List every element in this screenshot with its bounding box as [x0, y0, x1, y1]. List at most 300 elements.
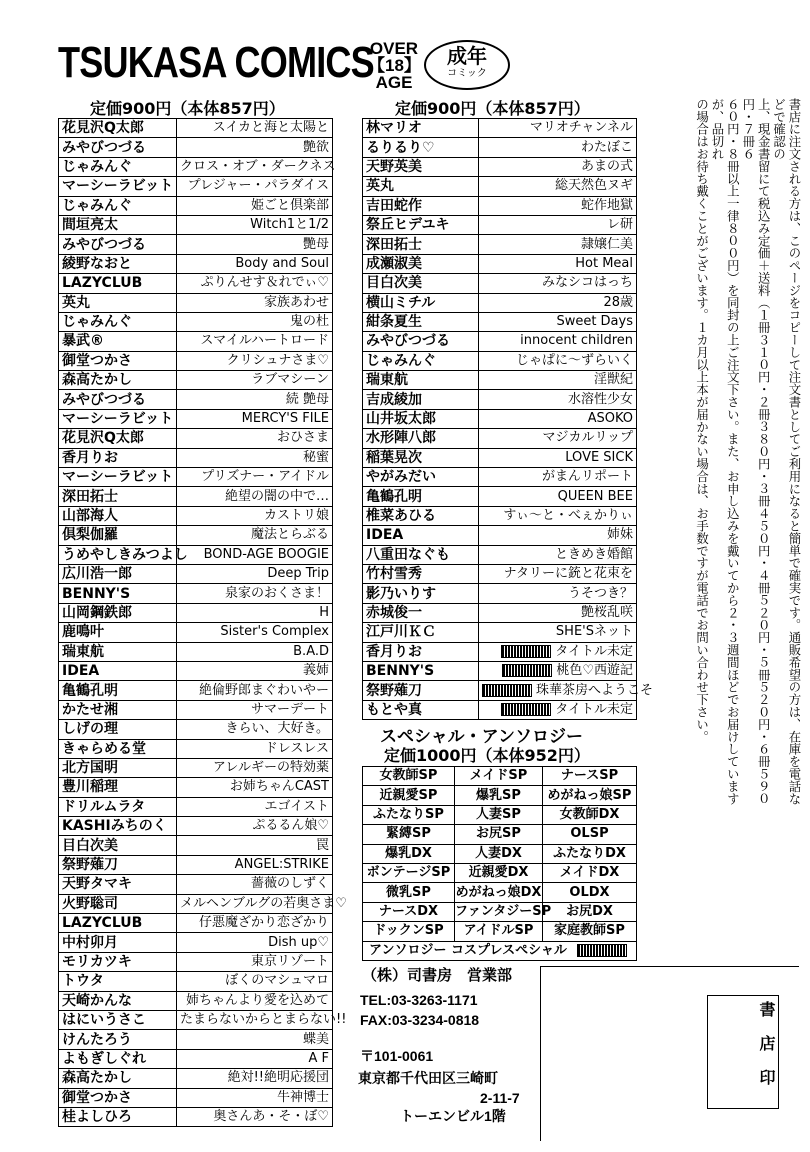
book-title: Sister's Complex [220, 624, 329, 640]
left-row [59, 875, 333, 894]
publisher-tel: TEL:03-3263-1171 [360, 992, 478, 1008]
left-row [59, 526, 333, 545]
left-row [59, 894, 333, 913]
over-label: OVER [369, 39, 419, 58]
author-name: 瑞東航 [59, 642, 177, 661]
author-name: 目白次美 [363, 274, 479, 293]
book-title-cell [177, 409, 333, 428]
book-title: 絶倫野郎まぐわいやー [198, 682, 329, 698]
anthology-title: ふたなりDX [543, 844, 637, 863]
anthology-title: 家庭教師SP [543, 922, 637, 941]
anthology-title: 微乳SP [363, 883, 455, 902]
mid-row [363, 623, 637, 642]
book-title-cell [177, 293, 333, 312]
book-title: QUEEN BEE [557, 488, 633, 504]
mid-row [363, 177, 637, 196]
book-title-cell [479, 642, 637, 661]
mid-row [363, 681, 637, 700]
mid-row [363, 409, 637, 428]
book-title: エゴイスト [264, 798, 329, 814]
book-title-cell [479, 468, 637, 487]
book-title-cell [479, 564, 637, 583]
book-title-cell [177, 1049, 333, 1068]
book-title-cell [177, 603, 333, 622]
book-title-cell [177, 681, 333, 700]
book-title-cell [177, 894, 347, 913]
left-row [59, 468, 333, 487]
anthology-title: 女教師SP [363, 767, 455, 786]
mid-row [363, 700, 637, 719]
left-row [59, 448, 333, 467]
upcoming-label-mark [501, 703, 551, 716]
book-title-cell [177, 351, 333, 370]
mid-row [363, 351, 637, 370]
book-title: 桃色♡西遊記 [556, 663, 633, 679]
mid-book-list [362, 118, 654, 720]
book-title-cell [177, 448, 333, 467]
book-title: 蛇作地獄 [580, 197, 633, 213]
book-title: サマーデート [250, 701, 329, 717]
anthology-cosplay-cell [363, 941, 637, 960]
book-title: マリオチャンネル [529, 120, 633, 136]
book-title-cell [479, 312, 637, 331]
book-title-cell [479, 409, 637, 428]
book-title: スイカと海と太陽と [212, 120, 329, 136]
book-title: B.A.D [293, 643, 329, 659]
book-title-cell [479, 487, 637, 506]
anthology-row [363, 941, 637, 960]
book-title-cell [177, 623, 333, 642]
author-name: 影乃いりす [363, 584, 479, 603]
mid-row [363, 254, 637, 273]
mid-row [363, 564, 637, 583]
author-name: 英丸 [59, 293, 177, 312]
author-name: うめやしきみつよし [59, 545, 177, 564]
book-title: ぼくのマシュマロ [225, 973, 329, 989]
left-row [59, 1107, 333, 1126]
book-title: ドレスレス [264, 740, 329, 756]
left-row [59, 817, 333, 836]
anthology-title: OLSP [543, 825, 637, 844]
book-title-cell [479, 332, 637, 351]
book-title-cell [479, 429, 637, 448]
book-title: タイトル未定 [555, 643, 633, 659]
book-title: がまんリポート [541, 469, 633, 485]
left-row [59, 487, 333, 506]
anthology-title: お尻DX [543, 902, 637, 921]
anthology-title: めがねっ娘DX [455, 883, 543, 902]
mid-row [363, 332, 637, 351]
left-row [59, 293, 333, 312]
special-anthology-grid [362, 766, 637, 961]
author-name: かたせ湘 [59, 700, 177, 719]
author-name: 深田拓士 [363, 235, 479, 254]
anthology-title: ふたなりSP [363, 805, 455, 824]
book-title: プレジャー・パラダイス [187, 178, 329, 194]
book-title-cell [177, 157, 336, 176]
book-title-cell [479, 390, 637, 409]
book-title-cell [177, 312, 333, 331]
book-title: すぃ〜と・べぇかりぃ [503, 508, 633, 523]
book-title-cell [177, 720, 333, 739]
author-name: 天野タマキ [59, 875, 177, 894]
book-title-cell [177, 468, 333, 487]
author-name: 御堂つかさ [59, 351, 177, 370]
mid-row [363, 506, 637, 525]
anthology-title: 爆乳SP [455, 786, 543, 805]
anthology-title: 人妻DX [455, 844, 543, 863]
book-title-cell [177, 972, 333, 991]
book-title: タイトル未定 [555, 701, 633, 717]
book-title: 28歳 [603, 294, 633, 310]
stamp-label: 書店印 [757, 1001, 776, 1103]
anthology-row [363, 825, 637, 844]
author-name: 英丸 [363, 177, 479, 196]
anthology-title: OLDX [543, 883, 637, 902]
mid-row [363, 545, 637, 564]
anthology-row [363, 767, 637, 786]
address-line-2: 2-11-7 [480, 1090, 520, 1106]
age-number: 【18】 [368, 56, 421, 75]
book-title-cell [479, 681, 654, 700]
book-title-cell [177, 390, 333, 409]
book-title-cell [479, 196, 637, 215]
book-title-cell [479, 526, 637, 545]
book-title: 秘蜜 [302, 449, 329, 465]
book-title-cell [177, 506, 333, 525]
author-name: きゃらめる堂 [59, 739, 177, 758]
author-name: みやびつづる [59, 390, 177, 409]
series-title: TSUKASA COMICS [58, 38, 374, 87]
book-title-cell [479, 215, 637, 234]
left-row [59, 603, 333, 622]
badge-main: 成年 [447, 44, 487, 68]
author-name: 深田拓士 [59, 487, 177, 506]
book-title: 絶望の闇の中で… [224, 488, 329, 504]
book-title: ナタリーに銃と花束を [503, 566, 633, 582]
anthology-title: お尻SP [455, 825, 543, 844]
author-name: 香月りお [59, 448, 177, 467]
book-title-cell [177, 933, 333, 952]
left-row [59, 235, 333, 254]
book-title: 姉妹 [606, 527, 633, 543]
author-name: じゃみんぐ [363, 351, 479, 370]
age-notice [368, 40, 420, 91]
anthology-row [363, 922, 637, 941]
mid-row [363, 371, 637, 390]
left-row [59, 1049, 333, 1068]
book-title-cell [177, 429, 333, 448]
author-name: 中村卯月 [59, 933, 177, 952]
badge-sub: コミック [447, 68, 487, 79]
author-name: ドリルムラタ [59, 797, 177, 816]
author-name: 竹村雪秀 [363, 564, 479, 583]
author-name: IDEA [363, 526, 479, 545]
anthology-row [363, 902, 637, 921]
book-title: ぷるるん娘♡ [252, 818, 329, 834]
book-title-cell [177, 177, 333, 196]
left-row [59, 700, 333, 719]
author-name: LAZYCLUB [59, 274, 177, 293]
book-title-cell [177, 778, 333, 797]
upcoming-label-mark [502, 664, 552, 677]
book-title: 水溶性少女 [567, 391, 633, 407]
book-title: H [319, 604, 329, 620]
left-row [59, 409, 333, 428]
anthology-title: ボンテージSP [363, 863, 455, 882]
mid-row [363, 526, 637, 545]
book-title: 艷母 [302, 236, 329, 252]
book-title-cell [479, 623, 637, 642]
author-name: るりるり♡ [363, 138, 479, 157]
left-row [59, 623, 333, 642]
author-name: 桂よしひろ [59, 1107, 177, 1126]
author-name: 豊川稲理 [59, 778, 177, 797]
mid-row [363, 429, 637, 448]
left-row [59, 196, 333, 215]
book-title-cell [177, 817, 333, 836]
book-title-cell [177, 952, 333, 971]
anthology-title: 緊縛SP [363, 825, 455, 844]
left-row [59, 177, 333, 196]
author-name: 倶梨伽羅 [59, 526, 177, 545]
book-title-cell [177, 332, 333, 351]
anthology-title: ナースSP [543, 767, 637, 786]
special-heading: スペシャル・アンソロジー [380, 727, 583, 747]
book-title: 総天然色ヌギ [554, 178, 633, 194]
publisher-name: （株）司書房 営業部 [362, 967, 513, 984]
notice-line: の場合はお待ち戴くことがございます。１カ月以上本が届かない場合は、お手数ですが電話でお問い合わせ下さい。 [694, 98, 710, 743]
author-name: 花見沢Q太郎 [59, 429, 177, 448]
author-name: けんたろう [59, 1030, 177, 1049]
anthology-title: アンソロジー コスプレスペシャル [369, 942, 567, 958]
book-title-cell [177, 991, 333, 1010]
author-name: BENNY'S [363, 661, 479, 680]
author-name: 香月りお [363, 642, 479, 661]
left-row [59, 1069, 333, 1088]
mid-row [363, 215, 637, 234]
book-title: おひさま [276, 430, 329, 446]
anthology-row [363, 786, 637, 805]
book-title-cell [177, 564, 333, 583]
left-row [59, 312, 333, 331]
book-title-cell [177, 254, 333, 273]
author-name: 八重田なぐも [363, 545, 479, 564]
book-title-cell [479, 274, 637, 293]
author-name: 水形陣八郎 [363, 429, 479, 448]
mid-row [363, 274, 637, 293]
book-title: 淫獣紀 [593, 372, 633, 388]
author-name: 赤城俊一 [363, 603, 479, 622]
left-row [59, 720, 333, 739]
book-title: Deep Trip [267, 566, 329, 582]
left-row [59, 952, 333, 971]
book-title-cell [177, 739, 333, 758]
book-title-cell [479, 506, 637, 525]
anthology-title: めがねっ娘SP [543, 786, 637, 805]
book-title: 艶桜乱咲 [580, 604, 633, 620]
adult-comic-badge [424, 40, 510, 90]
book-title-cell [177, 875, 333, 894]
book-title-cell [479, 254, 637, 273]
mid-row [363, 603, 637, 622]
book-title-cell [177, 758, 333, 777]
anthology-row [363, 863, 637, 882]
left-row [59, 739, 333, 758]
author-name: 暴武® [59, 332, 177, 351]
author-name: KASHIみちのく [59, 817, 177, 836]
book-title-cell [177, 1010, 347, 1029]
author-name: よもぎしぐれ [59, 1049, 177, 1068]
book-title: 家族あわせ [263, 294, 329, 310]
left-row [59, 1010, 333, 1029]
author-name: じゃみんぐ [59, 312, 177, 331]
left-row [59, 836, 333, 855]
author-name: やがみだい [363, 468, 479, 487]
bookstore-stamp-box [707, 995, 779, 1109]
left-row [59, 933, 333, 952]
book-title: マジカルリップ [542, 430, 633, 446]
book-title: 珠華茶房へようこそ [536, 682, 654, 698]
book-title-cell [177, 545, 333, 564]
author-name: 森高たかし [59, 1069, 177, 1088]
author-name: じゃみんぐ [59, 157, 177, 176]
author-name: 北方国明 [59, 758, 177, 777]
book-title-cell [479, 700, 637, 719]
author-name: 山岡鋼鉄郎 [59, 603, 177, 622]
book-title: Hot Meal [575, 255, 633, 271]
book-title: ASOKO [587, 411, 633, 427]
author-name: 吉田蛇作 [363, 196, 479, 215]
book-title-cell [479, 157, 637, 176]
book-title-cell [177, 700, 333, 719]
mid-row [363, 196, 637, 215]
book-title-cell [479, 661, 637, 680]
notice-line: 書店に注文される方は、このページをコピーして注文書としてご利用になると簡単で確実です。通販希望の方は、在庫を電話などで確認の [771, 98, 802, 805]
left-row [59, 138, 333, 157]
book-title-cell [177, 642, 333, 661]
left-price: 定価900円（本体857円） [90, 99, 285, 118]
left-row [59, 797, 333, 816]
book-title: A F [308, 1050, 329, 1066]
anthology-row [363, 805, 637, 824]
left-row [59, 157, 333, 176]
author-name: 椎菜あひる [363, 506, 479, 525]
left-row [59, 681, 333, 700]
author-name: 広川浩一郎 [59, 564, 177, 583]
author-name: 吉成綾加 [363, 390, 479, 409]
mid-row [363, 235, 637, 254]
book-title: メルヘンブルグの若奥さま♡ [180, 895, 347, 911]
author-name: 紺条夏生 [363, 312, 479, 331]
book-title-cell [177, 1030, 333, 1049]
author-name: 間垣亮太 [59, 215, 177, 234]
book-title-cell [177, 1107, 333, 1126]
book-title: 牛神博士 [276, 1089, 329, 1105]
author-name: もとや真 [363, 700, 479, 719]
left-row [59, 564, 333, 583]
left-row [59, 661, 333, 680]
author-name: じゃみんぐ [59, 196, 177, 215]
author-name: 横山ミチル [363, 293, 479, 312]
author-name: 瑞東航 [363, 371, 479, 390]
anthology-title: 爆乳DX [363, 844, 455, 863]
left-row [59, 371, 333, 390]
left-row [59, 914, 333, 933]
mid-row [363, 642, 637, 661]
mid-row [363, 468, 637, 487]
book-title-cell [177, 196, 333, 215]
author-name: マーシーラビット [59, 468, 177, 487]
mid-row [363, 138, 637, 157]
book-title: SHE'Sネット [555, 624, 633, 640]
order-notice [646, 98, 802, 806]
book-title-cell [479, 293, 637, 312]
book-title: あまの式 [580, 158, 633, 174]
book-title-cell [177, 119, 333, 138]
book-title-cell [479, 545, 637, 564]
book-title-cell [479, 371, 637, 390]
book-title-cell [177, 584, 333, 603]
book-title-cell [177, 797, 333, 816]
book-title: 泉家のおくさま！ [224, 585, 329, 601]
book-title: 鬼の杜 [289, 314, 329, 330]
building-name: トーエンビル1階 [400, 1108, 506, 1124]
anthology-title: メイドDX [543, 863, 637, 882]
mid-row [363, 312, 637, 331]
book-title-cell [177, 836, 333, 855]
mid-row [363, 390, 637, 409]
author-name: 綾野なおと [59, 254, 177, 273]
mid-row [363, 584, 637, 603]
book-title: 仔悪魔ざかり恋ざかり [198, 915, 329, 931]
author-name: みやびつづる [59, 138, 177, 157]
book-title: Witch1と1/2 [250, 217, 329, 233]
book-title: わたぼこ [580, 139, 633, 155]
upcoming-label-mark [482, 684, 532, 697]
author-name: 森高たかし [59, 371, 177, 390]
author-name: 亀鶴孔明 [363, 487, 479, 506]
upcoming-label-mark [501, 645, 551, 658]
book-title-cell [479, 584, 637, 603]
author-name: みやびつづる [363, 332, 479, 351]
book-title: ぷりんせす＆れでぃ♡ [200, 275, 329, 291]
book-title-cell [479, 351, 637, 370]
author-name: 祭丘ヒデユキ [363, 215, 479, 234]
author-name: 祭野薙刀 [59, 855, 177, 874]
book-title: 義姉 [302, 663, 329, 679]
author-name: 林マリオ [363, 119, 479, 138]
author-name: みやびつづる [59, 235, 177, 254]
left-row [59, 991, 333, 1010]
book-title: 魔法とらぶる [250, 527, 329, 543]
book-title-cell [177, 1088, 333, 1107]
author-name: 山部海人 [59, 506, 177, 525]
author-name: IDEA [59, 661, 177, 680]
left-row [59, 1030, 333, 1049]
book-title-cell [479, 119, 637, 138]
author-name: はにいうさこ [59, 1010, 177, 1029]
book-title-cell [177, 855, 333, 874]
author-name: マーシーラビット [59, 409, 177, 428]
author-name: マーシーラビット [59, 177, 177, 196]
left-row [59, 254, 333, 273]
book-title: 罠 [315, 837, 329, 853]
book-title-cell [177, 661, 333, 680]
left-book-list [58, 118, 347, 1127]
book-title-cell [177, 274, 333, 293]
mid-row [363, 119, 637, 138]
